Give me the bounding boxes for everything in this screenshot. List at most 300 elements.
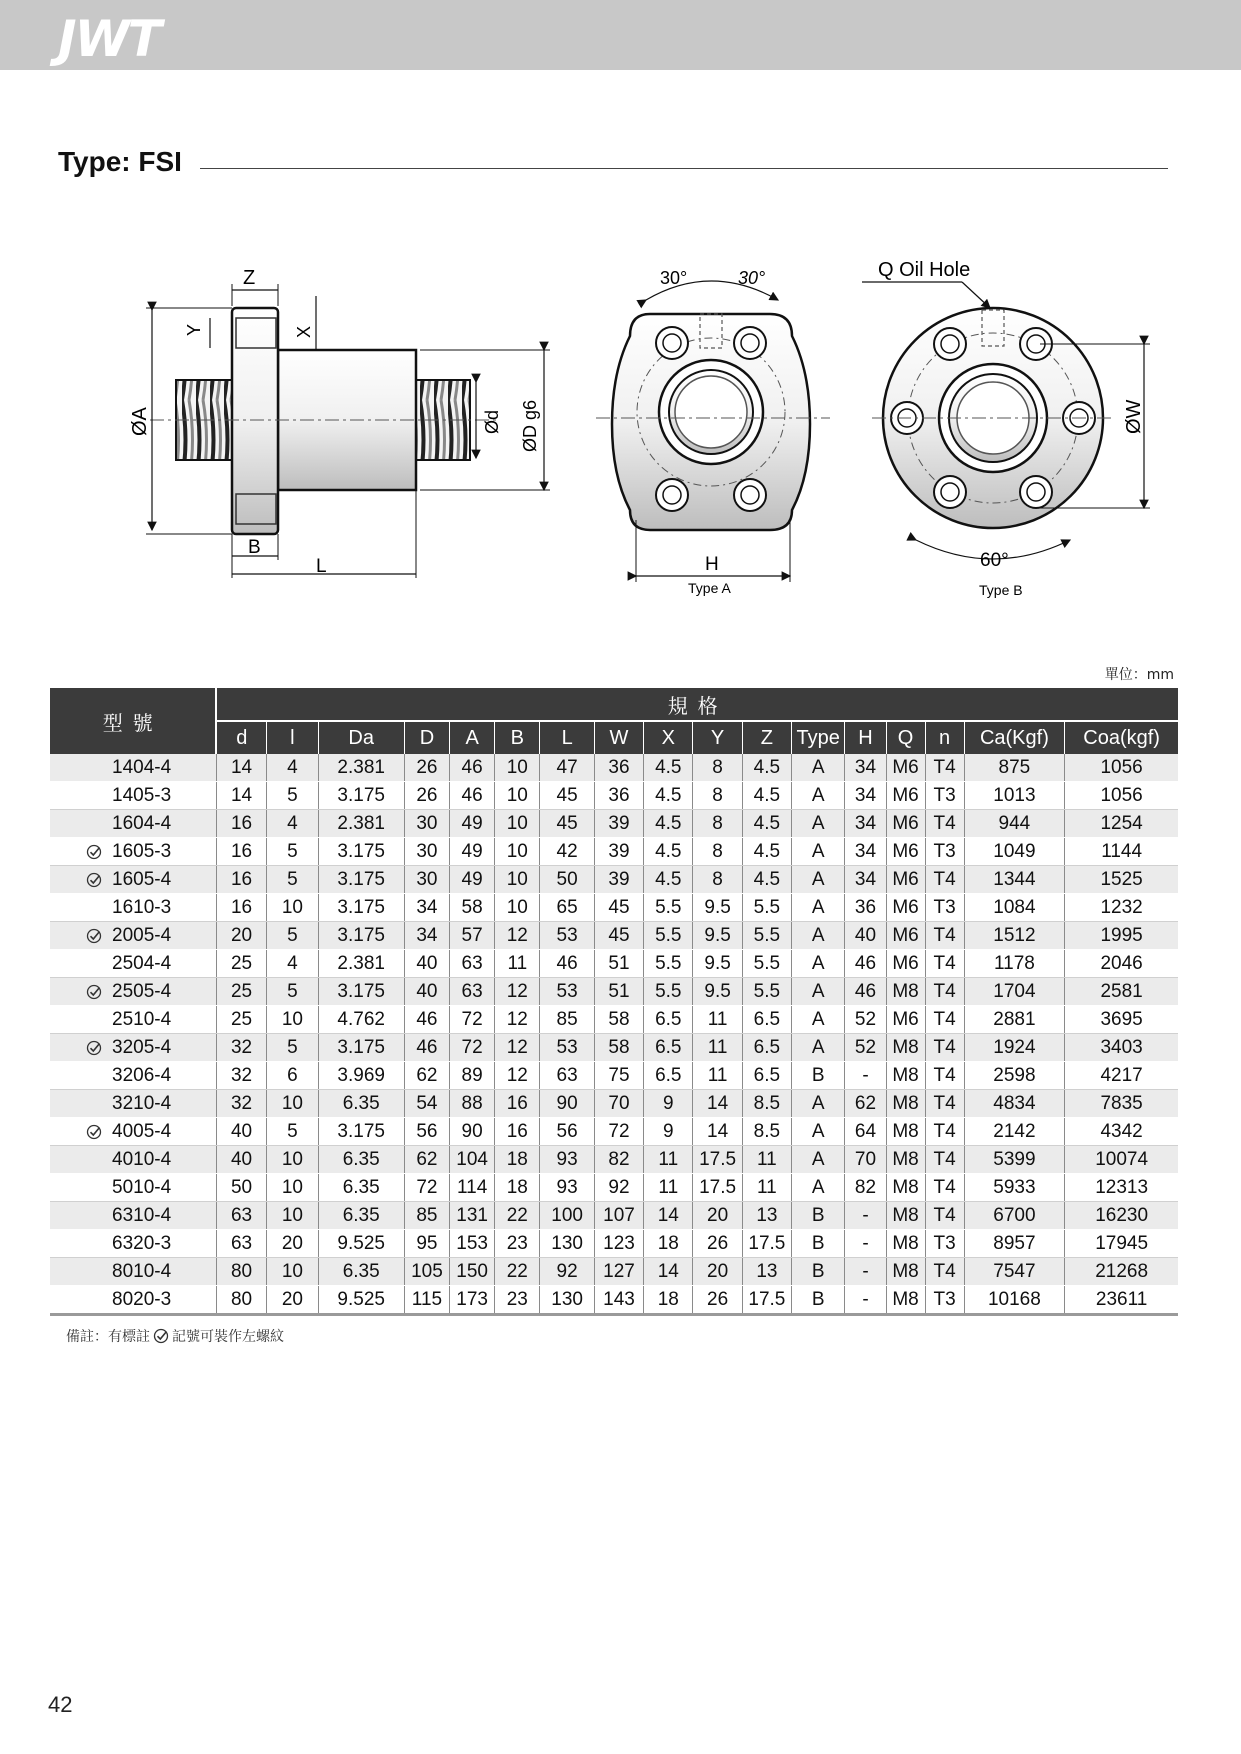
spec-cell: 4.5 xyxy=(742,782,791,810)
spec-cell: 12 xyxy=(495,1034,540,1062)
spec-cell: 18 xyxy=(495,1146,540,1174)
spec-cell: 46 xyxy=(845,950,886,978)
spec-cell: M6 xyxy=(886,838,925,866)
model-cell xyxy=(50,1202,216,1230)
spec-cell: A xyxy=(792,1174,845,1202)
spec-cell: 5.5 xyxy=(742,978,791,1006)
spec-cell: 875 xyxy=(964,754,1065,782)
spec-cell: 7547 xyxy=(964,1258,1065,1286)
spec-cell: A xyxy=(792,1118,845,1146)
spec-cell: A xyxy=(792,922,845,950)
spec-cell: 23 xyxy=(495,1230,540,1258)
spec-cell: 53 xyxy=(540,922,594,950)
spec-cell: 21268 xyxy=(1065,1258,1178,1286)
spec-cell: M6 xyxy=(886,950,925,978)
spec-cell: 10 xyxy=(267,1006,318,1034)
spec-cell: 34 xyxy=(845,782,886,810)
spec-cell: 20 xyxy=(693,1202,742,1230)
model-cell xyxy=(50,950,216,978)
spec-cell: T4 xyxy=(925,1062,964,1090)
table-row xyxy=(50,894,1178,922)
spec-cell: 2598 xyxy=(964,1062,1065,1090)
table-row xyxy=(50,950,1178,978)
spec-cell: 40 xyxy=(404,950,449,978)
spec-cell: 34 xyxy=(845,838,886,866)
spec-cell: 6.35 xyxy=(318,1090,404,1118)
spec-cell: 10 xyxy=(495,838,540,866)
model-number: 3210-4 xyxy=(112,1092,172,1114)
model-cell xyxy=(50,1174,216,1202)
check-circle-icon xyxy=(86,844,102,860)
check-circle-icon xyxy=(86,928,102,944)
spec-cell: B xyxy=(792,1230,845,1258)
spec-cell: 8 xyxy=(693,754,742,782)
spec-cell: - xyxy=(845,1202,886,1230)
label-l: L xyxy=(316,556,327,577)
model-cell xyxy=(50,1090,216,1118)
spec-cell: 8 xyxy=(693,838,742,866)
spec-cell: 5 xyxy=(267,922,318,950)
table-row xyxy=(50,838,1178,866)
spec-cell: 20 xyxy=(693,1258,742,1286)
spec-cell: A xyxy=(792,1146,845,1174)
column-header: W xyxy=(594,721,643,754)
spec-cell: 30 xyxy=(404,838,449,866)
spec-cell: A xyxy=(792,950,845,978)
spec-cell: 18 xyxy=(644,1286,693,1315)
spec-cell: 17.5 xyxy=(693,1146,742,1174)
spec-cell: B xyxy=(792,1202,845,1230)
page-title: Type: FSI xyxy=(58,146,182,177)
model-cell xyxy=(50,754,216,782)
spec-cell: 50 xyxy=(540,866,594,894)
spec-cell: 49 xyxy=(450,810,495,838)
spec-cell: 4.5 xyxy=(742,866,791,894)
model-cell xyxy=(50,1286,216,1315)
spec-cell: 63 xyxy=(450,978,495,1006)
model-cell xyxy=(50,1006,216,1034)
spec-cell: 32 xyxy=(216,1090,266,1118)
spec-cell: M8 xyxy=(886,1146,925,1174)
spec-cell: A xyxy=(792,894,845,922)
spec-cell: 11 xyxy=(495,950,540,978)
model-cell xyxy=(50,922,216,950)
spec-cell: 42 xyxy=(540,838,594,866)
spec-cell: 4.5 xyxy=(644,810,693,838)
label-angle30b: 30° xyxy=(738,268,766,288)
spec-cell: 1056 xyxy=(1065,782,1178,810)
spec-cell: 5.5 xyxy=(742,922,791,950)
spec-cell: T4 xyxy=(925,1202,964,1230)
spec-cell: 22 xyxy=(495,1202,540,1230)
spec-cell: 4.5 xyxy=(742,838,791,866)
spec-cell: 14 xyxy=(693,1118,742,1146)
spec-cell: 4 xyxy=(267,950,318,978)
column-header: L xyxy=(540,721,594,754)
spec-cell: 3.175 xyxy=(318,838,404,866)
spec-cell: T4 xyxy=(925,754,964,782)
spec-cell: 6.5 xyxy=(644,1062,693,1090)
spec-cell: 6.35 xyxy=(318,1146,404,1174)
check-circle-icon xyxy=(86,984,102,1000)
spec-cell: 17.5 xyxy=(693,1174,742,1202)
column-header: Da xyxy=(318,721,404,754)
spec-cell: 12 xyxy=(495,922,540,950)
check-circle-icon xyxy=(86,1040,102,1056)
model-number: 3206-4 xyxy=(112,1064,172,1086)
spec-cell: 115 xyxy=(404,1286,449,1315)
spec-table xyxy=(50,688,1178,1316)
spec-cell: 26 xyxy=(693,1286,742,1315)
spec-cell: 1344 xyxy=(964,866,1065,894)
spec-cell: 11 xyxy=(693,1006,742,1034)
spec-cell: 13 xyxy=(742,1202,791,1230)
spec-cell: 8 xyxy=(693,782,742,810)
spec-cell: 26 xyxy=(404,754,449,782)
label-h: H xyxy=(705,554,719,575)
spec-cell: 32 xyxy=(216,1062,266,1090)
spec-cell: T4 xyxy=(925,950,964,978)
spec-cell: 10 xyxy=(267,1202,318,1230)
spec-cell: 10 xyxy=(267,1090,318,1118)
spec-cell: 5 xyxy=(267,978,318,1006)
spec-cell: 56 xyxy=(404,1118,449,1146)
spec-cell: 62 xyxy=(845,1090,886,1118)
model-cell xyxy=(50,1230,216,1258)
spec-cell: 46 xyxy=(450,754,495,782)
spec-cell: 80 xyxy=(216,1258,266,1286)
spec-cell: 6.35 xyxy=(318,1258,404,1286)
footnote-suffix: 記號可裝作左螺紋 xyxy=(172,1329,284,1345)
spec-cell: 1254 xyxy=(1065,810,1178,838)
table-row xyxy=(50,782,1178,810)
spec-cell: 11 xyxy=(742,1174,791,1202)
spec-cell: 11 xyxy=(742,1146,791,1174)
table-row xyxy=(50,1146,1178,1174)
spec-cell: 18 xyxy=(644,1230,693,1258)
model-number: 1604-4 xyxy=(112,812,172,834)
label-b: B xyxy=(248,537,261,558)
spec-cell: 45 xyxy=(594,922,643,950)
spec-cell: 1704 xyxy=(964,978,1065,1006)
spec-cell: 39 xyxy=(594,838,643,866)
spec-cell: 90 xyxy=(450,1118,495,1146)
spec-cell: 70 xyxy=(594,1090,643,1118)
spec-cell: 39 xyxy=(594,810,643,838)
table-row xyxy=(50,1286,1178,1315)
model-number: 3205-4 xyxy=(112,1036,172,1058)
spec-cell: 72 xyxy=(594,1118,643,1146)
spec-cell: 25 xyxy=(216,1006,266,1034)
spec-cell: 4.5 xyxy=(742,754,791,782)
spec-cell: 4 xyxy=(267,810,318,838)
spec-cell: 62 xyxy=(404,1146,449,1174)
spec-cell: 16 xyxy=(216,894,266,922)
spec-cell: 114 xyxy=(450,1174,495,1202)
spec-cell: A xyxy=(792,1090,845,1118)
spec-cell: 107 xyxy=(594,1202,643,1230)
spec-cell: B xyxy=(792,1286,845,1315)
label-w: ØW xyxy=(1123,399,1145,434)
model-number: 1404-4 xyxy=(112,756,172,778)
spec-cell: 17.5 xyxy=(742,1286,791,1315)
spec-cell: 9.5 xyxy=(693,922,742,950)
spec-cell: T4 xyxy=(925,1118,964,1146)
spec-cell: 4.5 xyxy=(742,810,791,838)
spec-cell: 23611 xyxy=(1065,1286,1178,1315)
spec-cell: 13 xyxy=(742,1258,791,1286)
spec-cell: 10168 xyxy=(964,1286,1065,1315)
column-header-row xyxy=(50,721,1178,754)
model-number: 2504-4 xyxy=(112,952,172,974)
spec-cell: 3.175 xyxy=(318,894,404,922)
spec-cell: 1512 xyxy=(964,922,1065,950)
column-header: Y xyxy=(693,721,742,754)
spec-cell: 40 xyxy=(216,1146,266,1174)
spec-cell: 5933 xyxy=(964,1174,1065,1202)
spec-cell: 54 xyxy=(404,1090,449,1118)
model-cell xyxy=(50,838,216,866)
spec-cell: T3 xyxy=(925,838,964,866)
spec-cell: 173 xyxy=(450,1286,495,1315)
model-number: 1405-3 xyxy=(112,784,172,806)
spec-cell: 32 xyxy=(216,1034,266,1062)
model-cell xyxy=(50,894,216,922)
table-row xyxy=(50,1090,1178,1118)
spec-cell: 50 xyxy=(216,1174,266,1202)
column-header: X xyxy=(644,721,693,754)
label-type-a: Type A xyxy=(688,580,731,596)
spec-cell: 6 xyxy=(267,1062,318,1090)
spec-cell: M8 xyxy=(886,1062,925,1090)
column-header: Q xyxy=(886,721,925,754)
spec-cell: 16 xyxy=(495,1118,540,1146)
spec-cell: M8 xyxy=(886,1090,925,1118)
spec-cell: T3 xyxy=(925,1230,964,1258)
spec-cell: 4.5 xyxy=(644,866,693,894)
model-number: 1605-3 xyxy=(112,840,172,862)
spec-cell: 88 xyxy=(450,1090,495,1118)
column-header: d xyxy=(216,721,266,754)
spec-cell: 944 xyxy=(964,810,1065,838)
jwt-logo: JWT xyxy=(58,10,160,68)
model-cell xyxy=(50,1034,216,1062)
spec-cell: 58 xyxy=(450,894,495,922)
model-number: 6320-3 xyxy=(112,1232,172,1254)
model-number: 2510-4 xyxy=(112,1008,172,1030)
spec-cell: 8957 xyxy=(964,1230,1065,1258)
spec-header: 規格 xyxy=(216,688,1178,721)
spec-cell: - xyxy=(845,1258,886,1286)
spec-cell: T4 xyxy=(925,1090,964,1118)
spec-cell: 10 xyxy=(267,1146,318,1174)
table-row xyxy=(50,1202,1178,1230)
spec-cell: 40 xyxy=(845,922,886,950)
spec-cell: 46 xyxy=(450,782,495,810)
spec-cell: 57 xyxy=(450,922,495,950)
spec-cell: T4 xyxy=(925,1174,964,1202)
spec-cell: 46 xyxy=(404,1006,449,1034)
spec-cell: 16 xyxy=(216,866,266,894)
spec-cell: 5399 xyxy=(964,1146,1065,1174)
model-number: 2005-4 xyxy=(112,924,172,946)
spec-cell: 2046 xyxy=(1065,950,1178,978)
spec-cell: A xyxy=(792,1006,845,1034)
spec-cell: T3 xyxy=(925,1286,964,1315)
spec-cell: 4 xyxy=(267,754,318,782)
spec-cell: 34 xyxy=(845,866,886,894)
spec-cell: 85 xyxy=(404,1202,449,1230)
spec-cell: 105 xyxy=(404,1258,449,1286)
spec-cell: 34 xyxy=(845,810,886,838)
spec-cell: 92 xyxy=(594,1174,643,1202)
spec-cell: 9.5 xyxy=(693,978,742,1006)
spec-cell: 6.5 xyxy=(742,1034,791,1062)
label-x: X xyxy=(294,325,314,338)
table-row xyxy=(50,754,1178,782)
spec-cell: 82 xyxy=(845,1174,886,1202)
spec-cell: 3.175 xyxy=(318,978,404,1006)
table-row xyxy=(50,810,1178,838)
spec-cell: 25 xyxy=(216,978,266,1006)
spec-cell: 20 xyxy=(267,1230,318,1258)
spec-cell: 10 xyxy=(495,866,540,894)
spec-cell: A xyxy=(792,810,845,838)
spec-cell: 16 xyxy=(216,810,266,838)
model-number: 4005-4 xyxy=(112,1120,172,1142)
spec-cell: 20 xyxy=(216,922,266,950)
spec-cell: 3403 xyxy=(1065,1034,1178,1062)
spec-cell: 5 xyxy=(267,1118,318,1146)
model-number: 4010-4 xyxy=(112,1148,172,1170)
spec-cell: 70 xyxy=(845,1146,886,1174)
spec-cell: 49 xyxy=(450,866,495,894)
page-number: 42 xyxy=(48,1692,73,1717)
spec-cell: 58 xyxy=(594,1006,643,1034)
spec-cell: M8 xyxy=(886,1258,925,1286)
spec-cell: 5 xyxy=(267,1034,318,1062)
type-a-view xyxy=(596,281,830,582)
spec-cell: 11 xyxy=(693,1034,742,1062)
label-a: ØA xyxy=(129,407,151,436)
column-header: n xyxy=(925,721,964,754)
spec-cell: 3.175 xyxy=(318,866,404,894)
spec-cell: 131 xyxy=(450,1202,495,1230)
table-row xyxy=(50,1258,1178,1286)
spec-cell: 80 xyxy=(216,1286,266,1315)
spec-cell: 8.5 xyxy=(742,1118,791,1146)
model-number: 8010-4 xyxy=(112,1260,172,1282)
spec-cell: M6 xyxy=(886,782,925,810)
spec-cell: 3.175 xyxy=(318,922,404,950)
spec-cell: 72 xyxy=(450,1006,495,1034)
spec-cell: M8 xyxy=(886,1034,925,1062)
spec-cell: 34 xyxy=(404,894,449,922)
spec-cell: 5.5 xyxy=(742,950,791,978)
model-cell xyxy=(50,1146,216,1174)
column-header: Type xyxy=(792,721,845,754)
spec-cell: 6.5 xyxy=(742,1006,791,1034)
column-header: B xyxy=(495,721,540,754)
model-number: 8020-3 xyxy=(112,1288,172,1310)
spec-cell: - xyxy=(845,1062,886,1090)
spec-cell: 46 xyxy=(404,1034,449,1062)
spec-cell: T4 xyxy=(925,978,964,1006)
label-type-b: Type B xyxy=(979,582,1023,598)
technical-drawing xyxy=(0,0,1241,640)
spec-cell: 34 xyxy=(404,922,449,950)
spec-cell: 150 xyxy=(450,1258,495,1286)
column-header: l xyxy=(267,721,318,754)
spec-cell: 52 xyxy=(845,1034,886,1062)
table-row xyxy=(50,1006,1178,1034)
label-oil-hole: Q Oil Hole xyxy=(878,259,971,281)
spec-cell: 18 xyxy=(495,1174,540,1202)
spec-cell: 14 xyxy=(216,754,266,782)
spec-cell: 1144 xyxy=(1065,838,1178,866)
spec-cell: 1049 xyxy=(964,838,1065,866)
spec-cell: 12 xyxy=(495,1006,540,1034)
spec-cell: 62 xyxy=(404,1062,449,1090)
spec-cell: 30 xyxy=(404,810,449,838)
spec-cell: 39 xyxy=(594,866,643,894)
spec-cell: 25 xyxy=(216,950,266,978)
spec-cell: 123 xyxy=(594,1230,643,1258)
spec-cell: 153 xyxy=(450,1230,495,1258)
column-header: D xyxy=(404,721,449,754)
spec-cell: T4 xyxy=(925,1034,964,1062)
label-angle30a: 30° xyxy=(660,268,688,288)
spec-cell: 51 xyxy=(594,978,643,1006)
spec-cell: 12 xyxy=(495,1062,540,1090)
type-b-view xyxy=(862,282,1150,559)
spec-cell: 11 xyxy=(693,1062,742,1090)
spec-cell: 2142 xyxy=(964,1118,1065,1146)
spec-cell: 4.5 xyxy=(644,782,693,810)
spec-cell: A xyxy=(792,754,845,782)
spec-cell: 3.175 xyxy=(318,782,404,810)
spec-cell: 93 xyxy=(540,1174,594,1202)
model-cell xyxy=(50,782,216,810)
column-header: Coa(kgf) xyxy=(1065,721,1178,754)
spec-cell: T4 xyxy=(925,810,964,838)
spec-cell: 6.5 xyxy=(644,1034,693,1062)
model-header: 型號 xyxy=(50,688,216,754)
spec-cell: 49 xyxy=(450,838,495,866)
spec-cell: 1056 xyxy=(1065,754,1178,782)
spec-cell: 1232 xyxy=(1065,894,1178,922)
spec-cell: - xyxy=(845,1230,886,1258)
spec-cell: - xyxy=(845,1286,886,1315)
spec-cell: M6 xyxy=(886,894,925,922)
spec-cell: 100 xyxy=(540,1202,594,1230)
spec-cell: 7835 xyxy=(1065,1090,1178,1118)
spec-cell: 16 xyxy=(495,1090,540,1118)
spec-cell: 63 xyxy=(540,1062,594,1090)
model-cell xyxy=(50,810,216,838)
spec-cell: 1013 xyxy=(964,782,1065,810)
spec-cell: 63 xyxy=(450,950,495,978)
spec-cell: 34 xyxy=(845,754,886,782)
spec-cell: 20 xyxy=(267,1286,318,1315)
spec-cell: 95 xyxy=(404,1230,449,1258)
column-header: H xyxy=(845,721,886,754)
spec-cell: 30 xyxy=(404,866,449,894)
spec-cell: 63 xyxy=(216,1230,266,1258)
spec-cell: 72 xyxy=(404,1174,449,1202)
spec-table-body xyxy=(50,754,1178,1315)
spec-cell: T4 xyxy=(925,922,964,950)
